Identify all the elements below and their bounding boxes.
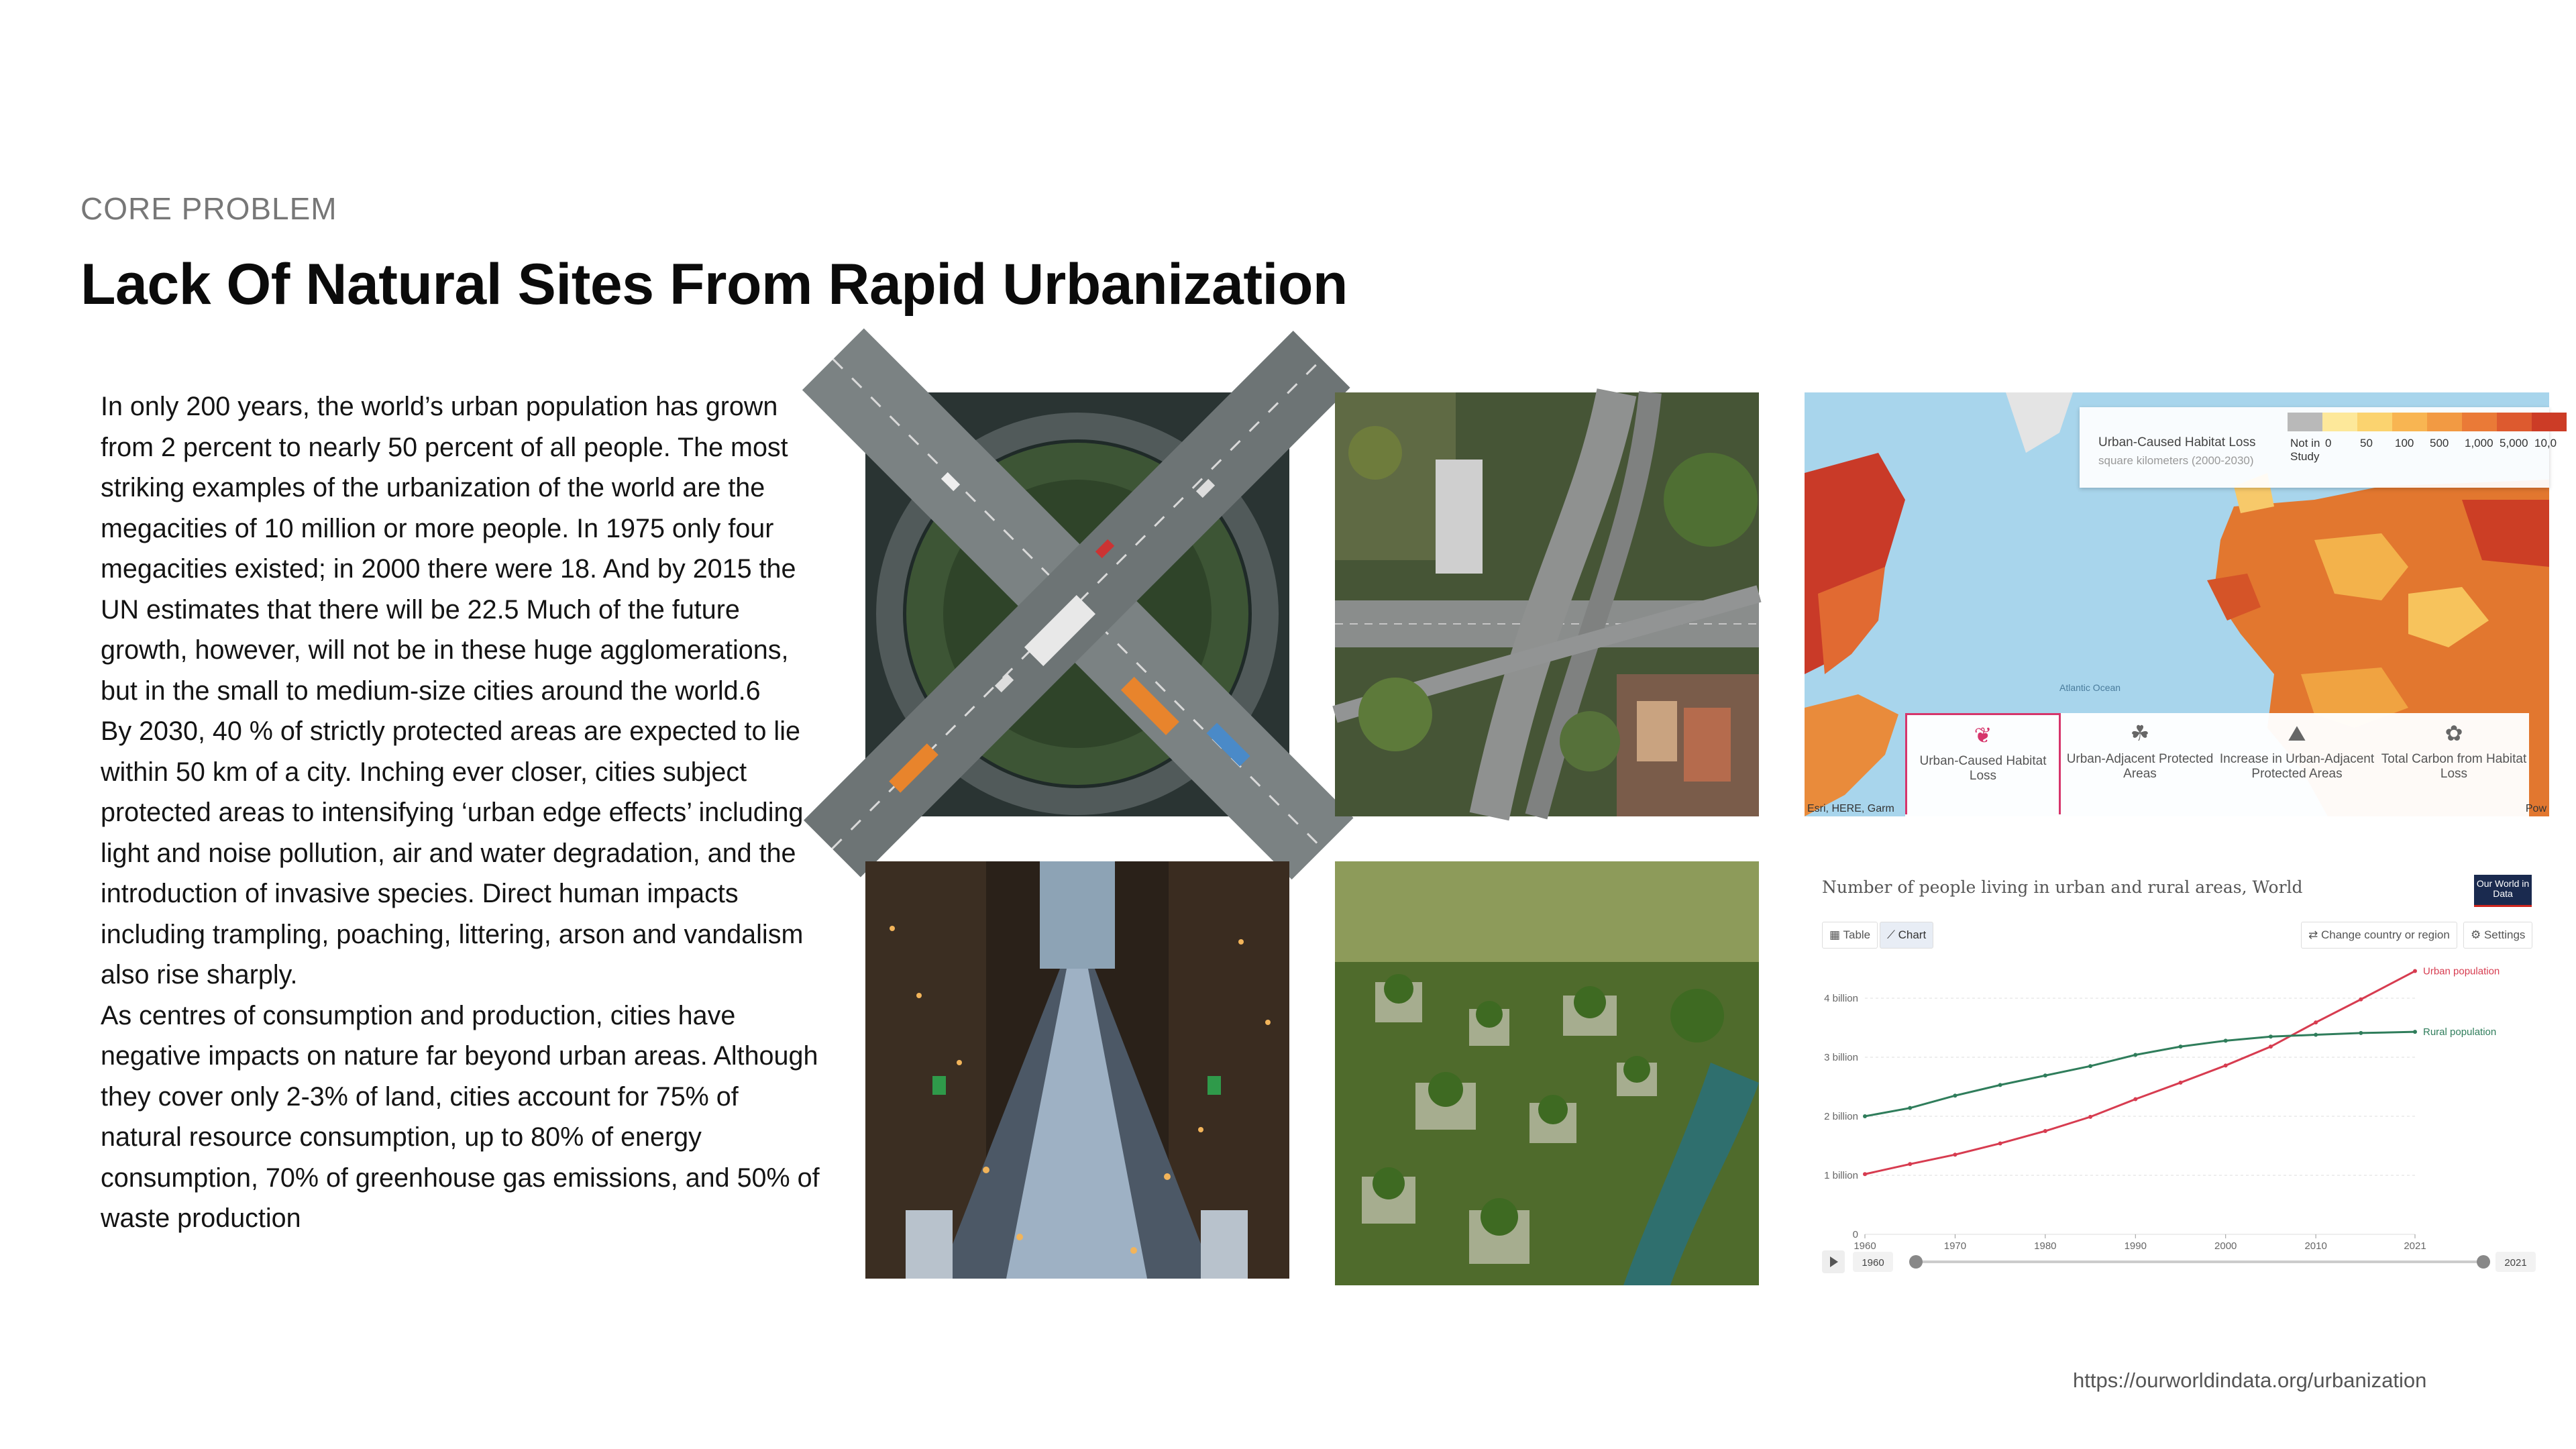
chart-title: Number of people living in urban and rural areas, World: [1822, 877, 2303, 897]
tab-label: Urban-Caused Habitat Loss: [1919, 754, 2047, 783]
y-tick-label: 0: [1852, 1229, 1858, 1240]
swap-icon: ⇄: [2308, 928, 2321, 941]
y-tick-label: 3 billion: [1824, 1052, 1858, 1063]
timeline-end-label: 2021: [2504, 1257, 2527, 1269]
data-point: [1953, 1152, 1957, 1157]
protected-areas-icon: ☘: [2130, 721, 2150, 745]
tab-total-carbon[interactable]: [2376, 713, 2532, 816]
city-train-station-image: [865, 861, 1289, 1279]
tab-protected-areas[interactable]: [2062, 713, 2218, 816]
carbon-icon: ✿: [2445, 721, 2463, 745]
tab-habitat-loss[interactable]: [1905, 713, 2061, 814]
data-point: [2088, 1064, 2092, 1068]
x-tick-label: 1980: [2034, 1240, 2057, 1252]
y-tick-label: 2 billion: [1824, 1111, 1858, 1122]
data-point: [2224, 1038, 2228, 1042]
legend-swatch: [2357, 413, 2392, 431]
map-legend: [2080, 407, 2557, 488]
data-point: [2413, 1030, 2417, 1034]
series-label: Rural population: [2423, 1026, 2497, 1038]
data-point: [2359, 998, 2363, 1002]
data-point: [2178, 1081, 2182, 1085]
legend-label: 0: [2325, 437, 2332, 449]
page-title: Lack Of Natural Sites From Rapid Urbanization: [80, 252, 1348, 317]
x-tick-label: 1960: [1854, 1240, 1876, 1252]
x-tick-label: 1990: [2124, 1240, 2147, 1252]
data-point: [2269, 1044, 2273, 1049]
data-point: [1998, 1141, 2002, 1145]
legend-label: 500: [2430, 437, 2449, 449]
x-tick-label: 1970: [1943, 1240, 1967, 1252]
data-point: [1998, 1083, 2002, 1087]
legend-title: Urban-Caused Habitat Loss: [2098, 435, 2256, 449]
section-label: CORE PROBLEM: [80, 191, 337, 226]
highway-interchange-image: [865, 392, 1289, 816]
data-point: [2269, 1034, 2273, 1038]
map-attribution: Esri, HERE, Garm: [1807, 803, 1894, 814]
map-attribution-right: Pow: [2525, 803, 2546, 814]
legend-swatch: [2392, 413, 2427, 431]
habitat-loss-icon: ❦: [1974, 723, 1992, 747]
legend-swatch: [2532, 413, 2567, 431]
legend-swatch: [2288, 413, 2322, 431]
data-point: [1908, 1106, 1912, 1110]
change-label: Change country or region: [2320, 928, 2450, 941]
legend-label: 50: [2360, 437, 2373, 449]
data-point: [1908, 1162, 1912, 1166]
green-city-aerial-image: [1335, 861, 1759, 1285]
tab-label: Total Carbon from Habitat Loss: [2381, 752, 2527, 781]
legend-label: 1,000: [2465, 437, 2493, 449]
data-point: [2043, 1129, 2047, 1133]
map-tabs: [1905, 713, 2529, 816]
chart-icon: ⟋: [1887, 928, 1898, 941]
x-tick-label: 2010: [2304, 1240, 2327, 1252]
urban-rural-population-chart[interactable]: [1805, 861, 2549, 1285]
paragraph: In only 200 years, the world’s urban population has grown from 2 percent to nearly 50 percent of all people. The most striking examples of the urbanization of the world are the megacities of 10 million or more people. In 1975 only four megacities existed; in 2000 there were 18. And by 2015 the UN estimates that there will be 22.5 Much of the future growth, however, will not be in these huge agglomerations, but in the small to medium-size cities around the world.6: [101, 392, 796, 706]
data-point: [1863, 1114, 1867, 1118]
table-icon: ▦: [1829, 928, 1843, 941]
line-chart: [1805, 861, 2549, 1285]
data-point: [2359, 1031, 2363, 1035]
y-tick-label: 4 billion: [1824, 993, 1858, 1004]
legend-swatch: [2322, 413, 2357, 431]
data-point: [2133, 1053, 2137, 1057]
tab-increase-protected[interactable]: [2219, 713, 2375, 816]
x-tick-label: 2000: [2214, 1240, 2237, 1252]
legend-label: 100: [2395, 437, 2414, 449]
data-point: [1863, 1172, 1867, 1176]
legend-label: 5,000: [2500, 437, 2528, 449]
owid-logo: Our World in Data: [2474, 875, 2532, 907]
data-point: [2088, 1115, 2092, 1119]
data-point: [2413, 969, 2417, 973]
data-point: [2314, 1020, 2318, 1024]
table-label: Table: [1843, 928, 1871, 941]
series-label: Urban population: [2423, 965, 2500, 977]
aerial-city-highway-image: [1335, 392, 1759, 816]
series-line: [1865, 1032, 2415, 1116]
series-line: [1865, 971, 2415, 1175]
y-tick-label: 1 billion: [1824, 1170, 1858, 1181]
data-point: [2224, 1063, 2228, 1067]
legend-swatch: [2497, 413, 2532, 431]
habitat-loss-map[interactable]: [1805, 392, 2557, 816]
data-point: [2314, 1033, 2318, 1037]
increase-icon: ⛰: [2288, 721, 2306, 745]
legend-swatch: [2462, 413, 2497, 431]
source-url[interactable]: https://ourworldindata.org/urbanization: [2073, 1368, 2427, 1392]
data-point: [2043, 1073, 2047, 1077]
map-place-label: Atlantic Ocean: [2059, 682, 2121, 693]
tab-label: Increase in Urban-Adjacent Protected Areas: [2219, 752, 2375, 781]
data-point: [2133, 1097, 2137, 1101]
legend-label: Not in Study: [2290, 437, 2320, 463]
tab-label: Urban-Adjacent Protected Areas: [2066, 752, 2214, 781]
data-point: [1953, 1093, 1957, 1097]
legend-swatch: [2427, 413, 2462, 431]
paragraph: By 2030, 40 % of strictly protected areas are expected to lie within 50 km of a city. Inching ever closer, cities subject protected areas to intensifying ‘urban edge effects’ including light and noise pollution, air and water degradation, and the introduction of invasive species. Direct human impacts including trampling, poaching, littering, arson and vandalism also rise sharply.: [101, 716, 804, 989]
data-point: [2178, 1044, 2182, 1049]
chart-label: Chart: [1898, 928, 1927, 941]
timeline-handle-start: [1909, 1255, 1923, 1269]
body-text: [101, 386, 825, 1239]
timeline-start-label: 1960: [1862, 1257, 1884, 1269]
settings-label: Settings: [2483, 928, 2526, 941]
legend-label: 10,0: [2534, 437, 2557, 449]
legend-subtitle: square kilometers (2000-2030): [2098, 454, 2254, 467]
timeline-handle-end: [2477, 1255, 2490, 1269]
paragraph: As centres of consumption and production, cities have negative impacts on nature far beyond urban areas. Although they cover only 2-3% of land, cities account for 75% of natural resource consumption, up to 80% of energy consumption, 70% of greenhouse gas emissions, and 50% of waste production: [101, 1000, 820, 1233]
x-tick-label: 2021: [2404, 1240, 2426, 1252]
gear-icon: ⚙: [2471, 928, 2484, 941]
